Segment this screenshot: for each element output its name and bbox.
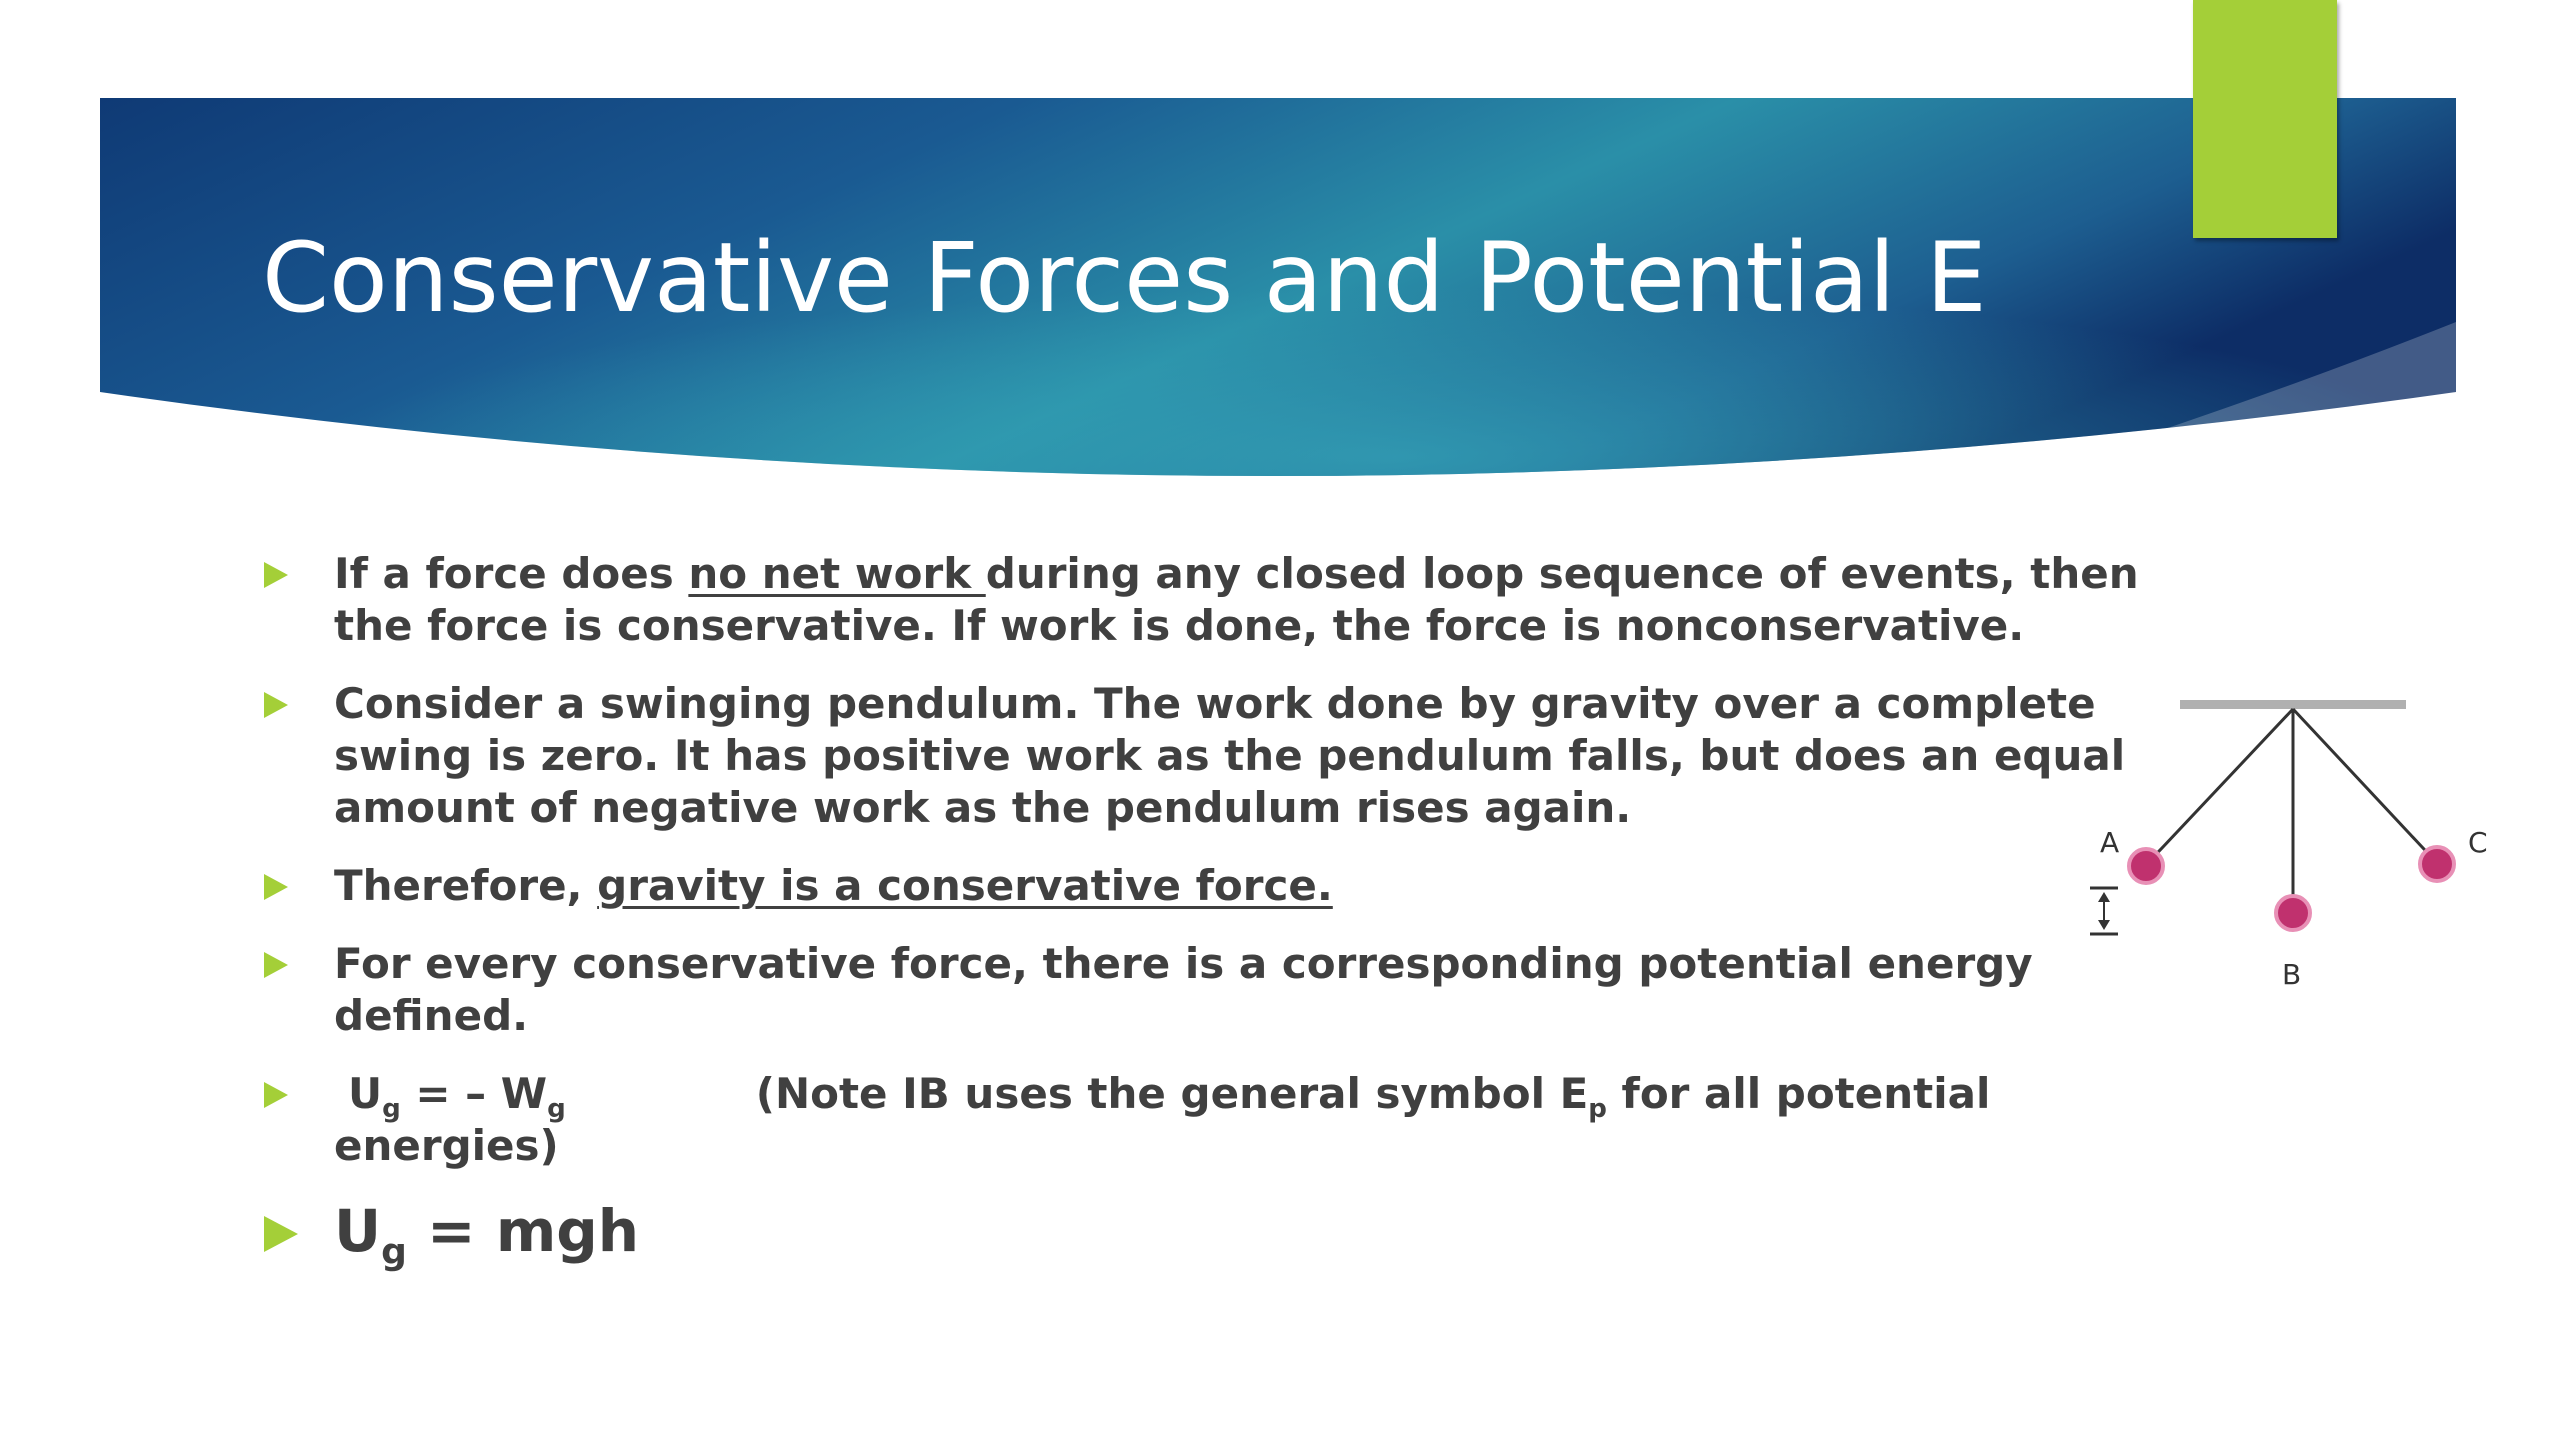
bullet-arrow-icon [264, 952, 288, 978]
bullet-text: during any closed loop sequence of events, then the force is conservative. If work is done, the force is nonconservative. [334, 549, 2139, 650]
bullet-text: For every conservative force, there is a corresponding potential energy defined. [334, 939, 2033, 1040]
pendulum-string-c [2293, 709, 2437, 863]
bullet-item [262, 1068, 2182, 1172]
pendulum-bob-c [2420, 847, 2454, 881]
accent-tab [2193, 0, 2337, 238]
bullet-text: Consider a swinging pendulum. The work done by gravity over a complete swing is zero. It has positive work as the pendulum falls, but does an equal amount of negative work as the pendulum rises again. [334, 679, 2126, 832]
pendulum-label-b: B [2282, 958, 2302, 991]
bullet-arrow-icon [264, 692, 288, 718]
bullet-arrow-icon [264, 874, 288, 900]
formula-mgh: $U_g$ = mgh [334, 1197, 640, 1273]
underlined-text: gravity is a conservative force. [597, 861, 1333, 910]
bullet-item [262, 548, 2182, 652]
bullet-item [262, 678, 2194, 834]
pendulum-label-c: C [2468, 826, 2488, 859]
bullet-list [262, 548, 2182, 1292]
pendulum-bob-a [2129, 849, 2163, 883]
pendulum-support-bar [2180, 700, 2406, 709]
pendulum-label-a: A [2100, 826, 2120, 859]
height-marker-icon [2090, 888, 2118, 934]
formula-ug: $U_g$ = – $W_g$ [348, 1069, 566, 1125]
bullet-item [262, 938, 2094, 1042]
bullet-item [262, 860, 2182, 912]
pendulum-diagram [2070, 680, 2510, 1010]
bullet-arrow-icon [264, 1216, 298, 1252]
underlined-text: no net work [688, 549, 986, 598]
pendulum-string-a [2145, 709, 2293, 866]
bullet-arrow-icon [264, 562, 288, 588]
bullet-item [262, 1196, 2182, 1273]
bullet-text: If a force does [334, 549, 689, 598]
bullet-arrow-icon [264, 1082, 288, 1108]
bullet-text: Therefore, [334, 861, 598, 910]
pendulum-bob-b [2276, 896, 2310, 930]
slide-title: Conservative Forces and Potential E [262, 222, 1987, 334]
ib-note: (Note IB uses the general symbol $E_p$ for all potential energies) [334, 1069, 1991, 1170]
